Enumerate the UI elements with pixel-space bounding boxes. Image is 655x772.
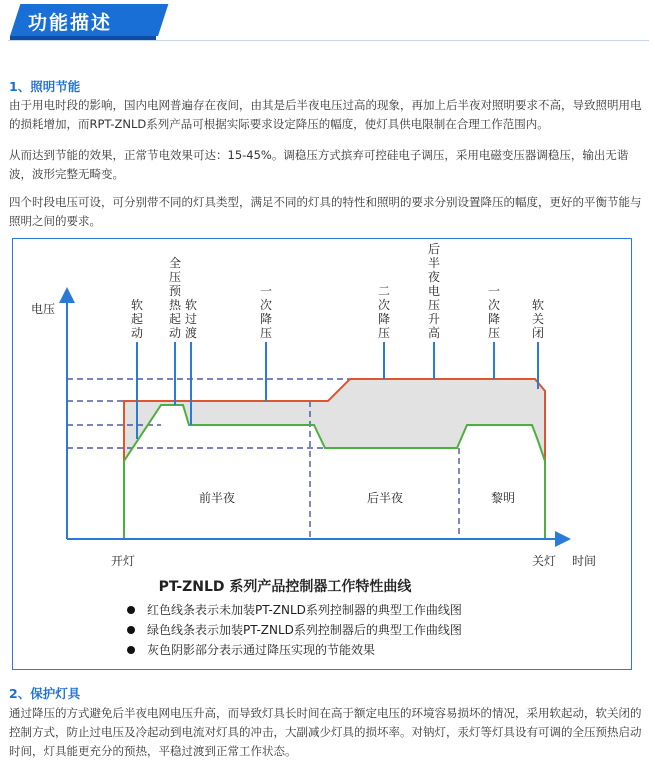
marker-label-5: 后半夜电压升高	[427, 242, 441, 340]
start-label: 开灯	[110, 554, 136, 568]
section-2-paragraph: 通过降压的方式避免后半夜电网电压升高，而导致灯具长时间在高于额定电压的环境容易损坏的情况，采用软起动，软关闭的控制方式，防止过电压及冷起动到电流对灯具的冲击，大副减少灯具的损坏率。对钠灯，汞灯等灯具设有可调的全压预热启动时间，灯具能更充分的预热，平稳过渡到正常工作状态。	[9, 706, 642, 759]
marker-label-7: 软关闭	[531, 298, 545, 340]
marker-label-2: 软过渡	[184, 298, 198, 340]
period-label-0: 前半夜	[198, 491, 236, 505]
legend-bullet-2	[127, 646, 135, 654]
page-title: 功能描述	[28, 12, 113, 34]
diagram-caption: PT-ZNLD 系列产品控制器工作特性曲线	[158, 579, 412, 595]
marker-label-4: 二次降压	[377, 284, 391, 340]
characteristic-curve-diagram	[12, 238, 632, 670]
x-axis-label: 时间	[571, 554, 597, 568]
marker-label-1: 全压预热起动	[168, 256, 182, 340]
section-1-paragraph-2: 从而达到节能的效果，正常节电效果可达：15-45%。调稳压方式摈弃可控硅电子调压，采用电磁变压器调稳压，输出无谐波，波形完整无畸变。	[9, 148, 629, 182]
legend-bullet-0	[127, 606, 135, 614]
section-2-title: 2、保护灯具	[9, 686, 81, 701]
header-divider	[8, 40, 649, 41]
period-label-2: 黎明	[490, 491, 516, 505]
legend-item-0: 红色线条表示未加装PT-ZNLD系列控制器的典型工作曲线图	[147, 603, 462, 617]
period-label-1: 后半夜	[366, 491, 404, 505]
y-axis-label: 电压	[30, 302, 56, 316]
legend-item-2: 灰色阴影部分表示通过降压实现的节能效果	[147, 643, 376, 657]
section-1-title: 1、照明节能	[9, 79, 81, 94]
marker-label-6: 一次降压	[487, 284, 501, 340]
end-label: 关灯	[531, 554, 557, 568]
legend-bullet-1	[127, 626, 135, 634]
marker-label-3: 一次降压	[259, 284, 273, 340]
marker-label-0: 软起动	[130, 298, 144, 340]
legend-item-1: 绿色线条表示加装PT-ZNLD系列控制器后的典型工作曲线图	[147, 623, 462, 637]
section-1-paragraph-1: 由于用电时段的影响，国内电网普遍存在夜间，由其是后半夜电压过高的现象，再加上后半夜对照明要求不高，导致照明用电的损耗增加，而RPT-ZNLD系列产品可根据实际要求设定降压的幅度，使灯具供电限制在合理工作范围内。	[9, 98, 642, 132]
section-1-paragraph-3: 四个时段电压可设，可分别带不同的灯具类型，满足不同的灯具的特性和照明的要求分别设置降压的幅度，更好的平衡节能与照明之间的要求。	[9, 195, 642, 229]
